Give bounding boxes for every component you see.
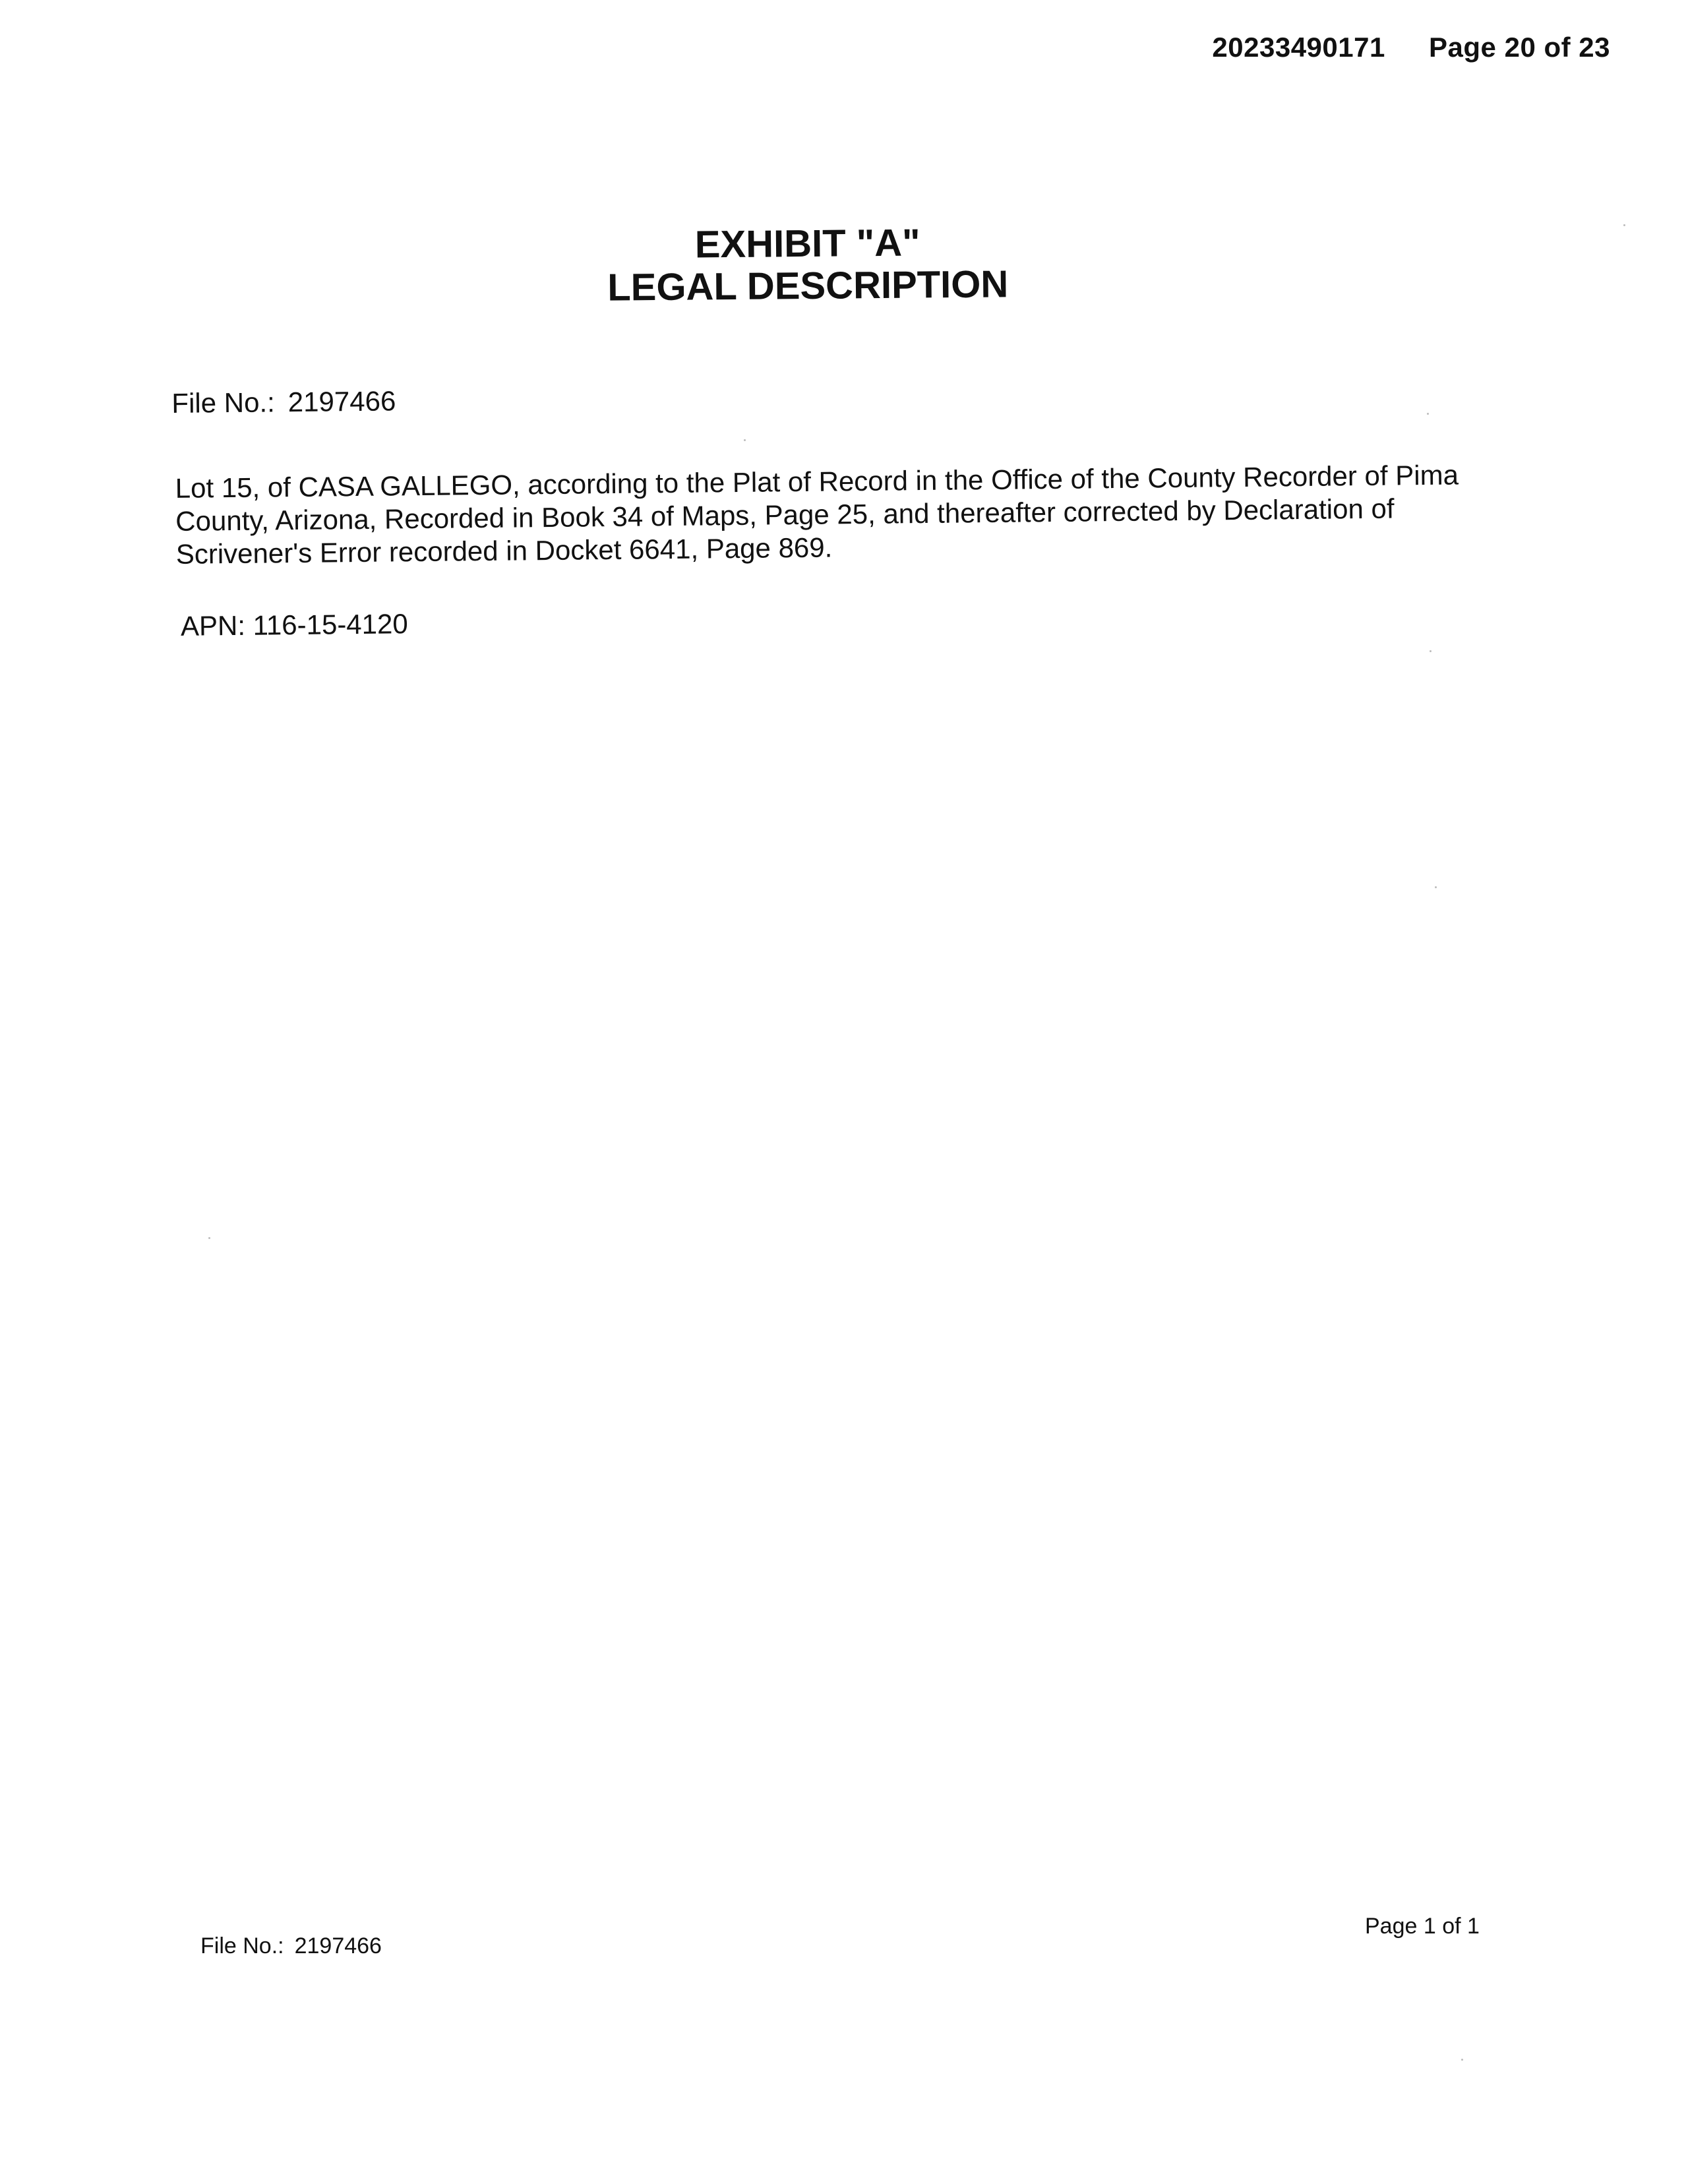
scan-speck	[1430, 650, 1432, 652]
footer-page-number: Page 1 of 1	[1365, 1914, 1480, 1939]
scan-speck	[1623, 224, 1625, 226]
apn-line: APN: 116-15-4120	[180, 608, 408, 642]
scan-speck	[1461, 2059, 1463, 2061]
scan-speck	[1435, 886, 1437, 888]
legal-description-line: County, Arizona, Recorded in Book 34 of Maps, Page 25, and thereafter corrected by Declaration of	[175, 493, 1395, 537]
exhibit-title-line-2: LEGAL DESCRIPTION	[607, 262, 1009, 309]
footer-file-label: File No.:	[200, 1933, 284, 1958]
legal-description-line: Lot 15, of CASA GALLEGO, according to the Plat of Record in the Office of the County Recorder of Pima	[175, 459, 1459, 504]
recording-number: 20233490171	[1212, 32, 1385, 63]
recording-page-label: Page 20 of 23	[1429, 32, 1610, 63]
legal-description-paragraph	[175, 458, 1468, 571]
footer-file-number	[200, 1933, 382, 1959]
footer-file-value: 2197466	[294, 1933, 382, 1958]
file-number-value: 2197466	[287, 385, 396, 418]
recording-header	[1212, 32, 1610, 63]
file-number-label: File No.:	[171, 386, 276, 419]
scan-speck	[744, 439, 746, 441]
legal-description-line: Scrivener's Error recorded in Docket 6641, Page 869.	[175, 531, 833, 570]
scan-speck	[208, 1237, 210, 1239]
file-number	[171, 385, 396, 419]
exhibit-title-line-1: EXHIBIT "A"	[694, 221, 920, 266]
scan-speck	[1427, 413, 1429, 415]
exhibit-title	[0, 216, 1616, 314]
